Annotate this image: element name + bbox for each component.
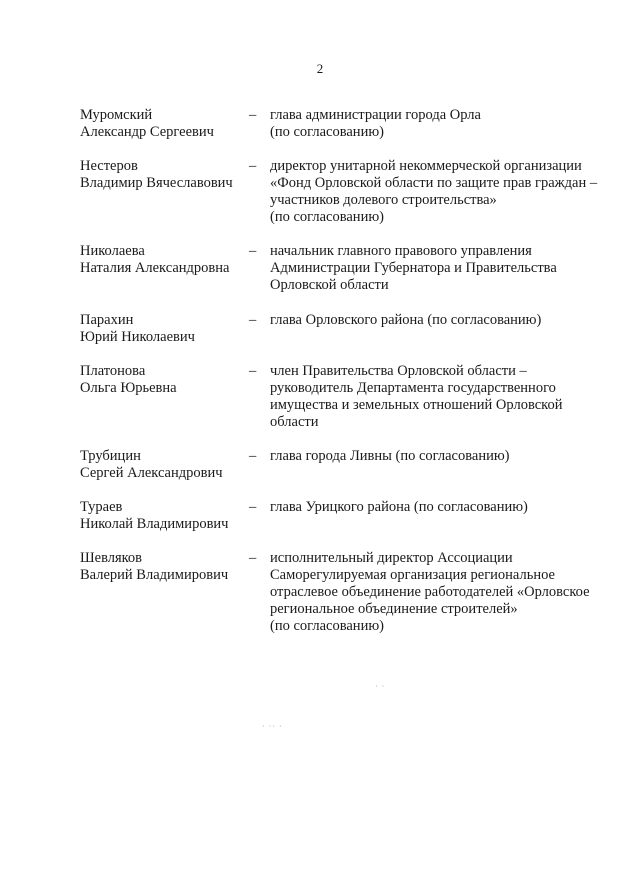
member-position bbox=[270, 158, 610, 226]
dash-separator: – bbox=[249, 107, 257, 123]
member-surname: Платонова bbox=[80, 363, 146, 379]
dash-separator: – bbox=[249, 363, 257, 379]
member-surname: Нестеров bbox=[80, 158, 138, 174]
member-name bbox=[80, 158, 250, 192]
member-name bbox=[80, 448, 250, 482]
position-line: глава администрации города Орла bbox=[270, 107, 481, 123]
member-surname: Трубицин bbox=[80, 448, 141, 464]
position-line: глава Орловского района (по согласованию) bbox=[270, 312, 542, 328]
member-given-names: Валерий Владимирович bbox=[80, 567, 229, 583]
position-line: Саморегулируемая организация региональное bbox=[270, 567, 555, 583]
position-line: глава Урицкого района (по согласованию) bbox=[270, 499, 528, 515]
position-line: член Правительства Орловской области – bbox=[270, 363, 527, 379]
dash-separator: – bbox=[249, 550, 257, 566]
position-line: региональное объединение строителей» bbox=[270, 601, 518, 617]
position-line: (по согласованию) bbox=[270, 124, 384, 140]
member-surname: Парахин bbox=[80, 312, 134, 328]
position-line: области bbox=[270, 414, 319, 430]
position-line: директор унитарной некоммерческой организации bbox=[270, 158, 582, 174]
position-line: «Фонд Орловской области по защите прав граждан – bbox=[270, 175, 598, 191]
member-position bbox=[270, 243, 610, 294]
dash-separator: – bbox=[249, 499, 257, 515]
member-given-names: Владимир Вячеславович bbox=[80, 175, 233, 191]
member-name bbox=[80, 243, 250, 277]
dash-separator: – bbox=[249, 448, 257, 464]
member-position bbox=[270, 107, 610, 141]
member-entry bbox=[0, 243, 640, 323]
position-line: участников долевого строительства» bbox=[270, 192, 497, 208]
member-name bbox=[80, 550, 250, 584]
member-surname: Шевляков bbox=[80, 550, 143, 566]
position-line: (по согласованию) bbox=[270, 618, 384, 634]
member-given-names: Наталия Александровна bbox=[80, 260, 230, 276]
position-line: отраслевое объединение работодателей «Орловское bbox=[270, 584, 590, 600]
member-name bbox=[80, 363, 250, 397]
member-surname: Николаева bbox=[80, 243, 145, 259]
member-entry bbox=[0, 363, 640, 443]
page-number: 2 bbox=[316, 61, 324, 76]
member-position bbox=[270, 448, 610, 465]
dash-separator: – bbox=[249, 158, 257, 174]
position-line: имущества и земельных отношений Орловской bbox=[270, 397, 563, 413]
member-position bbox=[270, 499, 610, 516]
member-position bbox=[270, 550, 610, 635]
member-surname: Тураев bbox=[80, 499, 123, 515]
position-line: глава города Ливны (по согласованию) bbox=[270, 448, 510, 464]
member-entry bbox=[0, 550, 640, 634]
dash-separator: – bbox=[249, 312, 257, 328]
member-given-names: Ольга Юрьевна bbox=[80, 380, 177, 396]
member-given-names: Николай Владимирович bbox=[80, 516, 229, 532]
member-position bbox=[270, 363, 610, 431]
position-line: Администрации Губернатора и Правительства bbox=[270, 260, 557, 276]
member-given-names: Сергей Александрович bbox=[80, 465, 223, 481]
position-line: (по согласованию) bbox=[270, 209, 384, 225]
member-surname: Муромский bbox=[80, 107, 153, 123]
scan-speck: · ·· · bbox=[262, 722, 283, 731]
dash-separator: – bbox=[249, 243, 257, 259]
member-name bbox=[80, 312, 250, 346]
member-name bbox=[80, 107, 250, 141]
member-given-names: Юрий Николаевич bbox=[80, 329, 195, 345]
position-line: руководитель Департамента государственного bbox=[270, 380, 556, 396]
position-line: Орловской области bbox=[270, 277, 389, 293]
member-entry bbox=[0, 158, 640, 238]
member-given-names: Александр Сергеевич bbox=[80, 124, 214, 140]
position-line: исполнительный директор Ассоциации bbox=[270, 550, 513, 566]
scan-speck: · · bbox=[375, 682, 386, 691]
member-name bbox=[80, 499, 250, 533]
member-position bbox=[270, 312, 610, 329]
position-line: начальник главного правового управления bbox=[270, 243, 532, 259]
